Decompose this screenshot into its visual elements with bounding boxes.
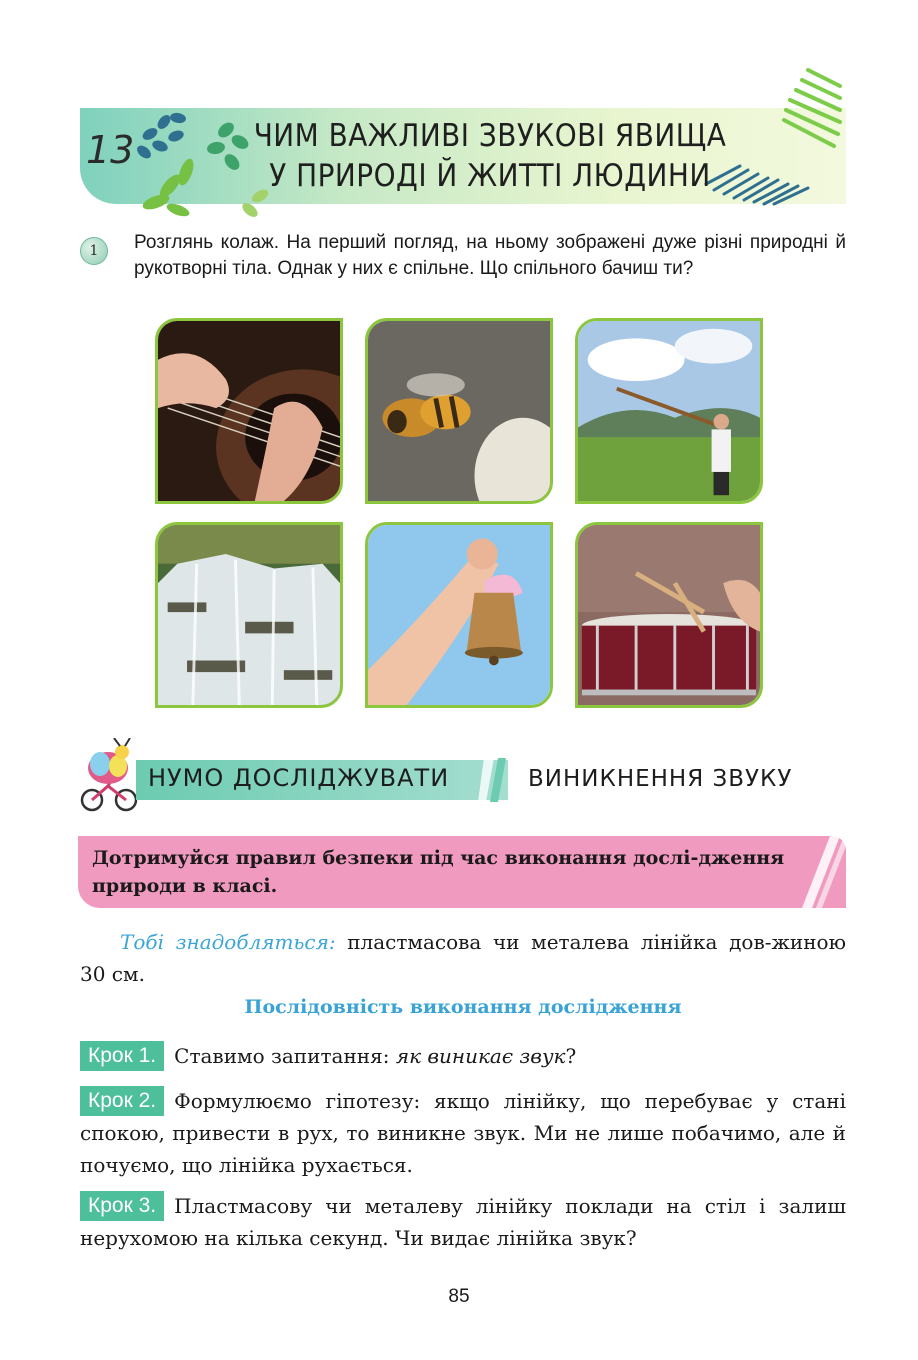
photo-bee: [365, 318, 553, 504]
lesson-title-line1: ЧИМ ВАЖЛИВІ ЗВУКОВІ ЯВИЩА: [253, 118, 727, 154]
task-number-badge: 1: [80, 237, 108, 265]
bee-icon: [368, 321, 550, 501]
step-2-label: Крок 2.: [80, 1086, 164, 1116]
photo-guitar: [155, 318, 343, 504]
trembita-icon: [578, 321, 760, 501]
step-3: [80, 1190, 846, 1254]
sequence-title: Послідовність виконання дослідження: [244, 996, 682, 1018]
drum-icon: [578, 525, 760, 705]
step-3-label: Крок 3.: [80, 1191, 164, 1221]
step-2-text: Формулюємо гіпотезу: якщо лінійку, що перебуває у стані спокою, привести в рух, то виникне звук. Ми не лише побачимо, але й почуємо, що лінійка рухається.: [80, 1089, 846, 1177]
waterfall-icon: [158, 525, 340, 705]
step-3-text: Пластмасову чи металеву лінійку поклади на стіл і залиш нерухомою на кілька секунд. Чи видає лінійка звук?: [80, 1194, 846, 1250]
materials-text: пластмасова чи металева лінійка дов-жиною 30 см.: [80, 930, 846, 986]
step-1-question: як виникає звук: [395, 1044, 566, 1068]
banner-stripes-icon: [478, 758, 514, 802]
step-1-tail: ?: [565, 1044, 577, 1068]
task-text: Розглянь колаж. На перший погляд, на ньому зображені дуже різні природні й рукотворні тіла. Однак у них є спільне. Що спільного бачиш ти?: [134, 232, 846, 279]
photo-trembita: [575, 318, 763, 504]
page-number: 85: [448, 1286, 470, 1307]
mascot-bug-bicycle-icon: [76, 738, 140, 812]
safety-text: Дотримуйся правил безпеки під час виконання дослі-дження природи в класі.: [92, 847, 785, 897]
photo-waterfall: [155, 522, 343, 708]
photo-drum: [575, 522, 763, 708]
step-1-text: Ставимо запитання:: [174, 1044, 396, 1068]
lesson-number: 13: [86, 128, 135, 172]
step-2: [80, 1085, 846, 1181]
bell-icon: [368, 525, 550, 705]
lesson-title-line2: У ПРИРОДІ Й ЖИТТІ ЛЮДИНИ: [269, 158, 711, 194]
lesson-title: [230, 116, 750, 196]
materials-lead: Тобі знадобляться:: [120, 930, 336, 954]
step-1: [80, 1040, 846, 1072]
research-label: НУМО ДОСЛІДЖУВАТИ: [148, 764, 450, 792]
step-1-label: Крок 1.: [80, 1041, 164, 1071]
safety-stripes-icon: [790, 836, 846, 908]
materials-paragraph: [80, 926, 846, 990]
research-topic: ВИНИКНЕННЯ ЗВУКУ: [528, 766, 793, 792]
guitar-icon: [158, 321, 340, 501]
photo-bell: [365, 522, 553, 708]
